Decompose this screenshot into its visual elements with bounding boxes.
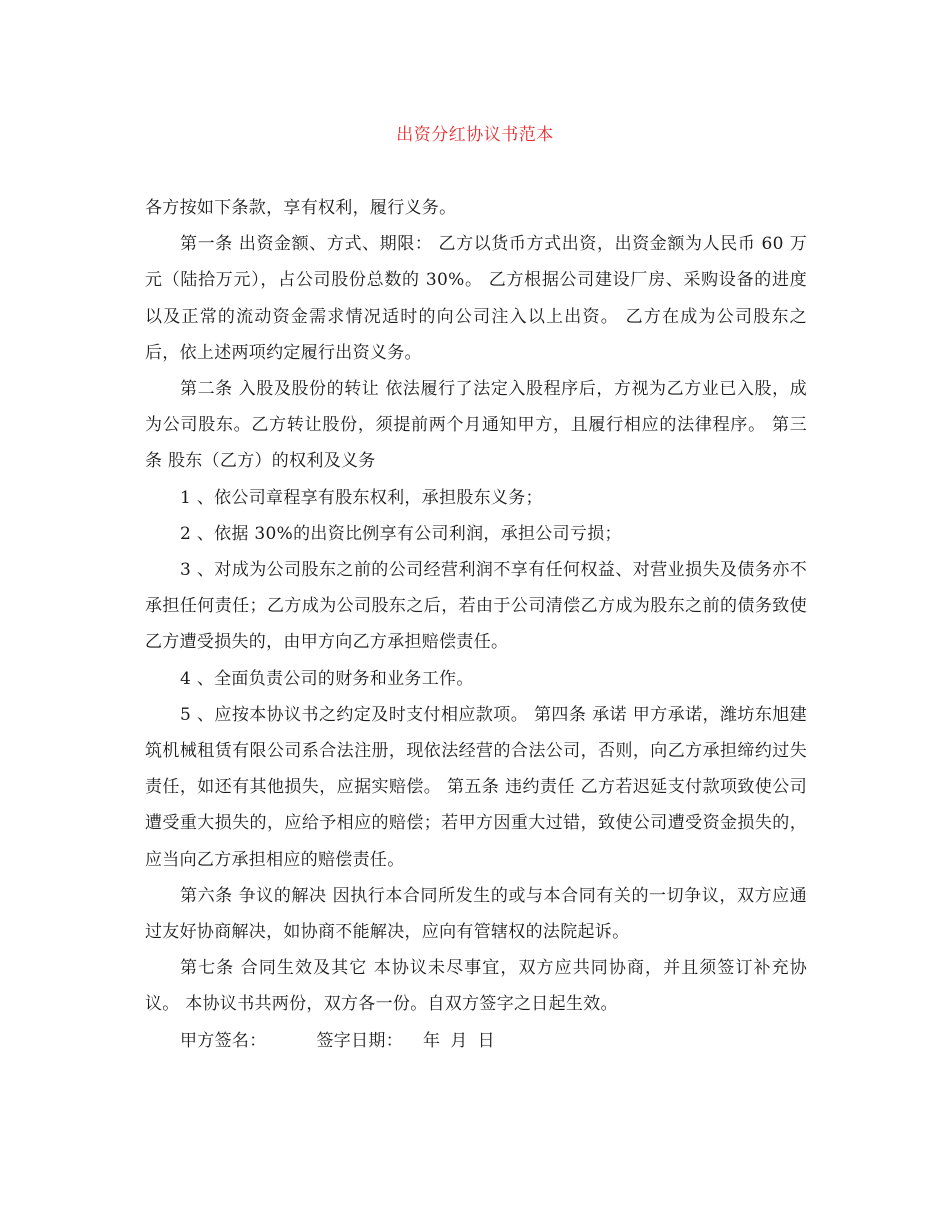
paragraph-item-3: 3 、对成为公司股东之前的公司经营利润不享有任何权益、对营业损失及债务亦不承担任何责任；乙方成为公司股东之后，若由于公司清偿乙方成为股东之前的债务致使乙方遭受损失的，由甲方向乙方承担赔偿责任。 [145,560,807,653]
party-a-signature-label: 甲方签名： [180,1030,267,1051]
paragraph-intro: 各方按如下条款，享有权利，履行义务。 [145,198,457,218]
paragraph-article-7: 第七条 合同生效及其它 本协议未尽事宜，双方应共同协商，并且须签订补充协议。 本协议书共两份，双方各一份。自双方签字之日起生效。 [145,958,807,1015]
paragraph-article-6: 第六条 争议的解决 因执行本合同所发生的或与本合同有关的一切争议，双方应通过友好协商解决，如协商不能解决，应向有管辖权的法院起诉。 [145,885,807,943]
paragraph-item-1: 1 、依公司章程享有股东权利，承担股东义务； [180,487,543,508]
signature-year: 年 [423,1030,441,1051]
signature-month: 月 [450,1030,468,1051]
signature-line [145,1023,807,1059]
paragraph-item-5: 5 、应按本协议书之约定及时支付相应款项。 第四条 承诺 甲方承诺，潍坊东旭建筑机械租赁有限公司系合法注册，现依法经营的合法公司，否则，向乙方承担缔约过失责任，如还有其他损失，应据实赔偿。 第五条 违约责任 乙方若迟延支付款项致使公司遭受重大损失的，应给予相应的赔偿；若甲方因重大过错，致使公司遭受资金损失的，应当向乙方承担相应的赔偿责任。 [145,704,807,870]
paragraph-item-4: 4 、全面负责公司的财务和业务工作。 [180,668,474,689]
paragraph-article-1: 第一条 出资金额、方式、期限： 乙方以货币方式出资，出资金额为人民币 60 万元（陆拾万元），占公司股份总数的 30%。 乙方根据公司建设厂房、采购设备的进度以及正常的流动资金需求情况适时的向公司注入以上出资。 乙方在成为公司股东之后，依上述两项约定履行出资义务。 [145,234,807,363]
signature-date-label: 签字日期： [316,1030,403,1051]
document-title: 出资分红协议书范本 [396,125,554,145]
signature-day: 日 [477,1030,495,1051]
paragraph-item-2: 2 、依据 30%的出资比例享有公司利润，承担公司亏损； [180,523,622,544]
paragraph-article-2: 第二条 入股及股份的转让 依法履行了法定入股程序后，方视为乙方业已入股，成为公司股东。乙方转让股份，须提前两个月通知甲方，且履行相应的法律程序。 第三条 股东（乙方）的权利及义务 [145,379,807,472]
document-body [145,190,807,1059]
